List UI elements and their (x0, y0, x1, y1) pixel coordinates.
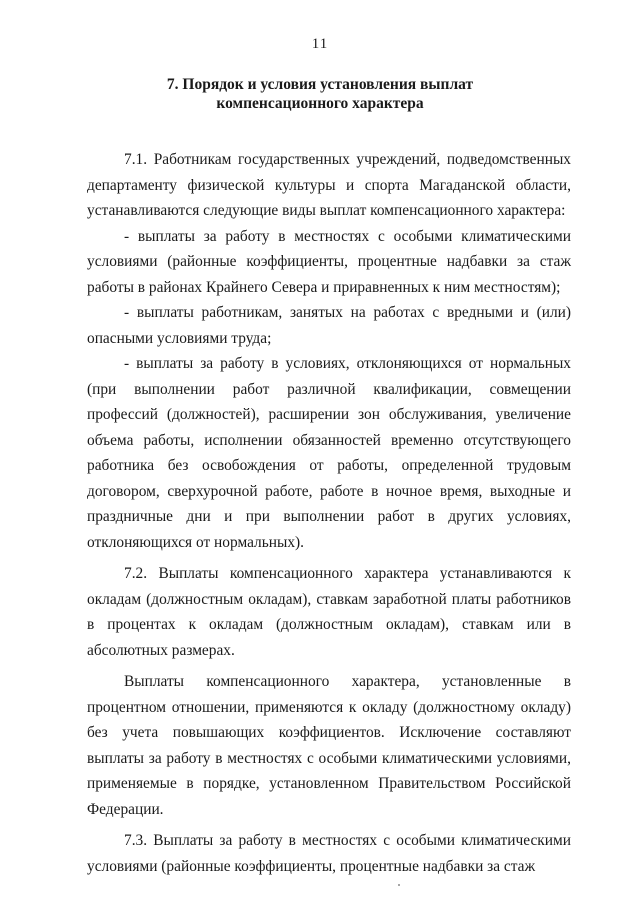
body-text (87, 147, 571, 879)
section-heading (0, 75, 640, 113)
page-number: 11 (311, 36, 329, 52)
scan-speck (398, 884, 400, 886)
list-item-hazardous-work: - выплаты работникам, занятых на работах с вредными и (или) опасными условиями труда; (87, 304, 571, 347)
paragraph-7-2: 7.2. Выплаты компенсационного характера устанавливаются к окладам (должностным окладам), ставкам заработной платы работников в процентах к окладам (должностным окладам), ставкам или в абсолютных размерах. (87, 565, 571, 659)
list-item-abnormal-conditions: - выплаты за работу в условиях, отклоняющихся от нормальных (при выполнении работ различной квалификации, совмещении профессий (должностей), расширении зон обслуживания, увеличение объема работы, исполнении обязанностей временно отсутствующего работника без освобождения от работы, определенной трудовым договором, сверхурочной работе, работе в ночное время, выходные и праздничные дни и при выполнении работ в других условиях, отклоняющихся от нормальных). (87, 355, 571, 551)
paragraph-7-1: 7.1. Работникам государственных учреждений, подведомственных департаменту физической культуры и спорта Магаданской области, устанавливаются следующие виды выплат компенсационного характера: (87, 151, 571, 219)
paragraph-percent-payments: Выплаты компенсационного характера, установленные в процентном отношении, применяются к окладу (должностному окладу) без учета повышающих коэффициентов. Исключение составляют выплаты за работу в местностях с особыми климатическими условиями, применяемые в порядке, установленном Правительством Российской Федерации. (87, 673, 571, 818)
section-heading-line-2: компенсационного характера (216, 95, 424, 112)
paragraph-7-3: 7.3. Выплаты за работу в местностях с особыми климатическими условиями (районные коэффициенты, процентные надбавки за стаж (87, 832, 571, 875)
section-heading-line-1: 7. Порядок и условия установления выплат (166, 76, 474, 93)
list-item-climatic-payments: - выплаты за работу в местностях с особыми климатическими условиями (районные коэффициенты, процентные надбавки за стаж работы в районах Крайнего Севера и приравненных к ним местностям); (87, 227, 571, 296)
